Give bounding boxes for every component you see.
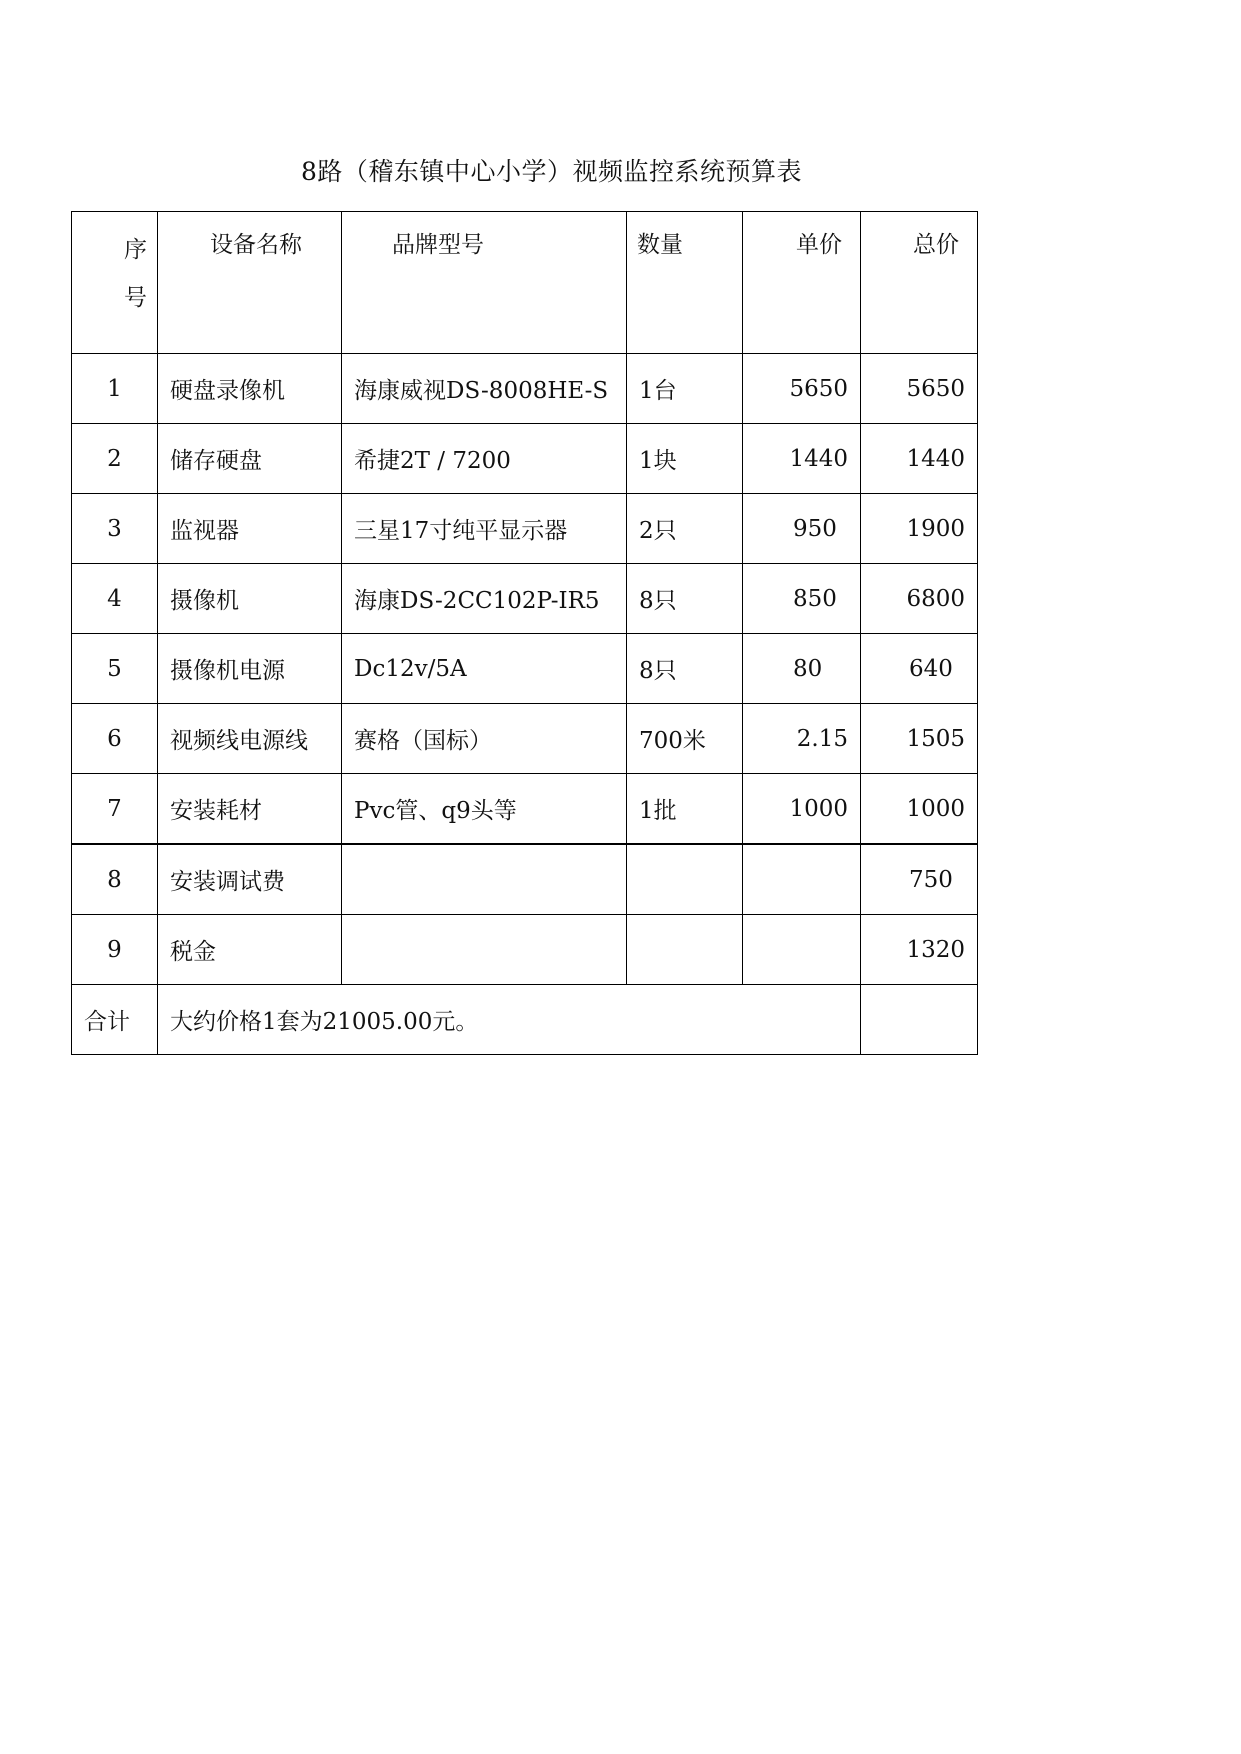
row-quantity [627, 915, 743, 985]
row-unit-price: 2.15 [743, 704, 861, 774]
row-device-name: 硬盘录像机 [158, 354, 342, 424]
row-unit-price [743, 844, 861, 915]
row-quantity: 8只 [627, 634, 743, 704]
row-index: 1 [72, 354, 158, 424]
row-quantity: 1块 [627, 424, 743, 494]
row-total-price: 6800 [861, 564, 978, 634]
row-quantity: 700米 [627, 704, 743, 774]
row-unit-price: 1440 [743, 424, 861, 494]
row-brand-model: Pvc管、q9头等 [342, 774, 627, 845]
row-brand-model: 赛格（国标） [342, 704, 627, 774]
header-total-price: 总价 [861, 212, 978, 354]
row-index: 6 [72, 704, 158, 774]
row-index: 7 [72, 774, 158, 845]
row-device-name: 安装耗材 [158, 774, 342, 845]
table-row [72, 564, 978, 634]
row-quantity: 8只 [627, 564, 743, 634]
row-total-price: 640 [861, 634, 978, 704]
row-total-price: 1900 [861, 494, 978, 564]
table-row [72, 424, 978, 494]
table-row [72, 774, 978, 845]
header-device-name: 设备名称 [158, 212, 342, 354]
table-row [72, 915, 978, 985]
row-quantity [627, 844, 743, 915]
header-index [72, 212, 158, 354]
row-unit-price: 5650 [743, 354, 861, 424]
row-unit-price [743, 915, 861, 985]
row-index: 3 [72, 494, 158, 564]
summary-text: 大约价格1套为21005.00元。 [158, 985, 861, 1055]
table-header-row [72, 212, 978, 354]
row-device-name: 摄像机电源 [158, 634, 342, 704]
row-brand-model: 三星17寸纯平显示器 [342, 494, 627, 564]
row-index: 2 [72, 424, 158, 494]
row-index: 8 [72, 844, 158, 915]
row-brand-model: 海康DS-2CC102P-IR5 [342, 564, 627, 634]
summary-label: 合计 [72, 985, 158, 1055]
row-index: 4 [72, 564, 158, 634]
row-total-price: 5650 [861, 354, 978, 424]
summary-total [861, 985, 978, 1055]
table-row [72, 354, 978, 424]
document-title: 8路（稽东镇中心小学）视频监控系统预算表 [301, 157, 802, 186]
header-index-line2: 号 [124, 285, 147, 311]
row-device-name: 摄像机 [158, 564, 342, 634]
row-device-name: 税金 [158, 915, 342, 985]
row-unit-price: 850 [743, 564, 861, 634]
table-row [72, 634, 978, 704]
row-total-price: 1320 [861, 915, 978, 985]
row-total-price: 1505 [861, 704, 978, 774]
row-device-name: 监视器 [158, 494, 342, 564]
row-total-price: 1440 [861, 424, 978, 494]
table-row [72, 494, 978, 564]
row-total-price: 750 [861, 844, 978, 915]
table-row [72, 704, 978, 774]
row-brand-model: 海康威视DS-8008HE-S [342, 354, 627, 424]
header-unit-price: 单价 [743, 212, 861, 354]
row-device-name: 储存硬盘 [158, 424, 342, 494]
row-brand-model: Dc12v/5A [342, 634, 627, 704]
row-quantity: 1批 [627, 774, 743, 845]
budget-table [71, 211, 978, 1055]
summary-row [72, 985, 978, 1055]
row-device-name: 安装调试费 [158, 844, 342, 915]
row-device-name: 视频线电源线 [158, 704, 342, 774]
header-quantity: 数量 [627, 212, 743, 354]
row-index: 5 [72, 634, 158, 704]
row-total-price: 1000 [861, 774, 978, 845]
row-brand-model: 希捷2T / 7200 [342, 424, 627, 494]
table-row [72, 844, 978, 915]
header-index-line1: 序 [124, 237, 147, 263]
row-unit-price: 950 [743, 494, 861, 564]
header-brand-model: 品牌型号 [342, 212, 627, 354]
row-brand-model [342, 844, 627, 915]
row-brand-model [342, 915, 627, 985]
row-quantity: 2只 [627, 494, 743, 564]
row-index: 9 [72, 915, 158, 985]
row-unit-price: 80 [743, 634, 861, 704]
row-unit-price: 1000 [743, 774, 861, 845]
row-quantity: 1台 [627, 354, 743, 424]
